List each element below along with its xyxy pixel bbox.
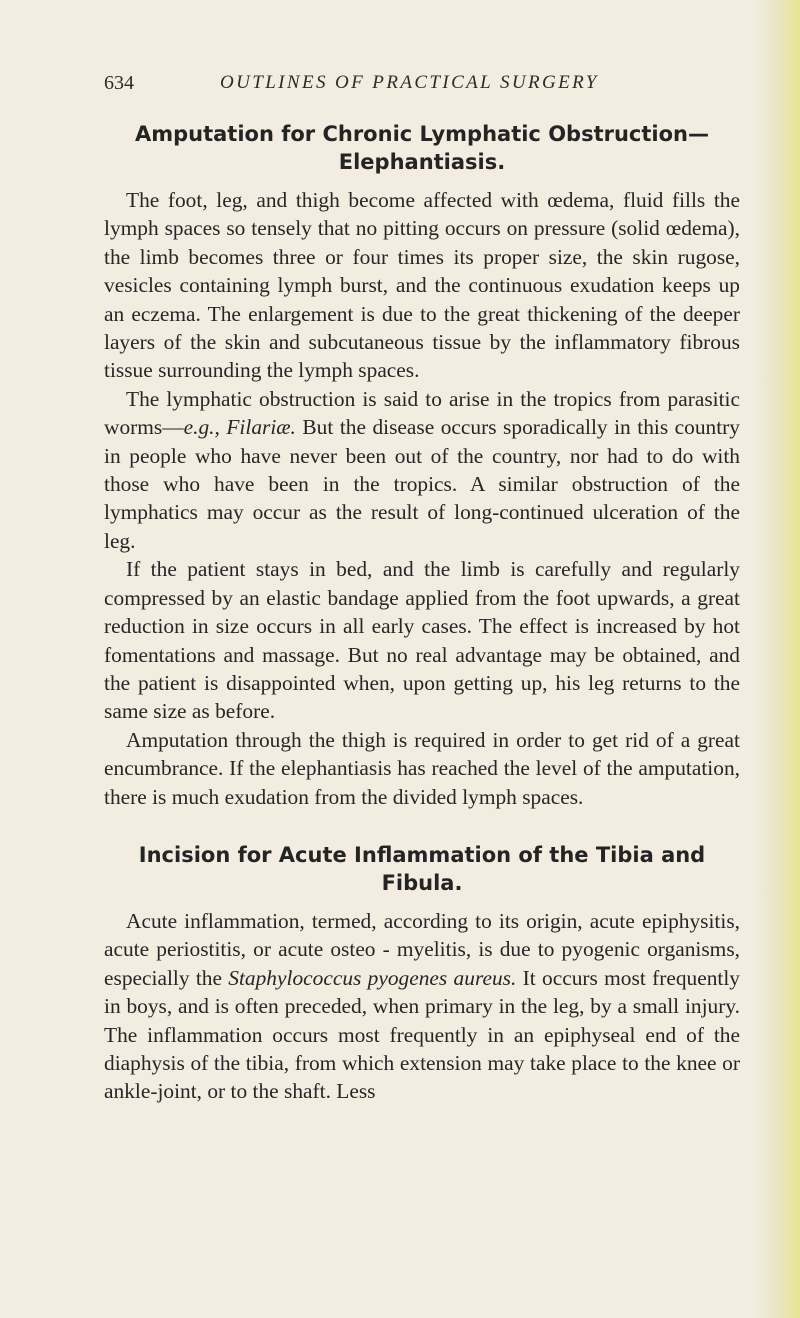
paragraph: The foot, leg, and thigh become affected with œdema, fluid fills the lymph spaces so tensely that no pitting occurs on pressure (solid œdema), the limb becomes three or four times its proper size, the skin rugose, vesicles containing lymph burst, and the continuous exudation keeps up an eczema. The enlargement is due to the great thickening of the deeper layers of the skin and subcutaneous tissue by the inflammatory fibrous tissue surrounding the lymph spaces. [104, 188, 740, 383]
paragraph: Amputation through the thigh is required in order to get rid of a great encumbrance. If the elephantiasis has reached the level of the amputation, there is much exudation from the divided lymph spaces. [104, 727, 740, 809]
page-edge-shading [754, 0, 800, 1318]
running-head [104, 68, 704, 98]
italic-term: Staphylococcus pyogenes aureus. [228, 965, 517, 990]
section-heading-tibia-fibula: Incision for Acute Inflammation of the Tibia and Fibula. [138, 842, 706, 895]
paragraph [104, 385, 740, 555]
article-body [104, 120, 740, 1106]
paragraph: If the patient stays in bed, and the limb is carefully and regularly compressed by an elastic bandage applied from the foot upwards, a great reduction in size occurs in all early cases. The effect is increased by hot fomentations and massage. But no real advantage may be obtained, and the patient is disappointed when, upon getting up, his leg returns to the same size as before. [104, 557, 740, 724]
running-title: OUTLINES OF PRACTICAL SURGERY [220, 72, 599, 93]
paragraph-text: It occurs most frequently in boys, and is often preceded, when primary in the leg, by a small injury. The inflammation occurs most frequently in an epiphyseal end of the diaphysis of the tibia, from which extension may take place to the knee or ankle-joint, or to the shaft. Less [104, 965, 740, 1104]
section-heading-elephantiasis: Amputation for Chronic Lymphatic Obstruction—Elephantiasis. [134, 122, 709, 174]
page-number: 634 [104, 72, 134, 94]
paragraph-text: The lymphatic obstruction is said to arise in the tropics from parasitic worms— [104, 386, 740, 440]
paragraph [104, 907, 740, 1106]
paragraph-text: But the disease occurs sporadically in this country in people who have never been out of the country, nor had to do with those who have been in the tropics. A similar obstruction of the lymphatics may occur as the result of long-continued ulceration of the leg. [104, 415, 740, 553]
italic-term: e.g., Filariæ. [183, 415, 296, 440]
paragraph-text: Acute inflammation, termed, according to its origin, acute epiphysitis, acute periostitis, or acute osteo - myelitis, is due to pyogenic organisms, especially the [104, 908, 740, 990]
